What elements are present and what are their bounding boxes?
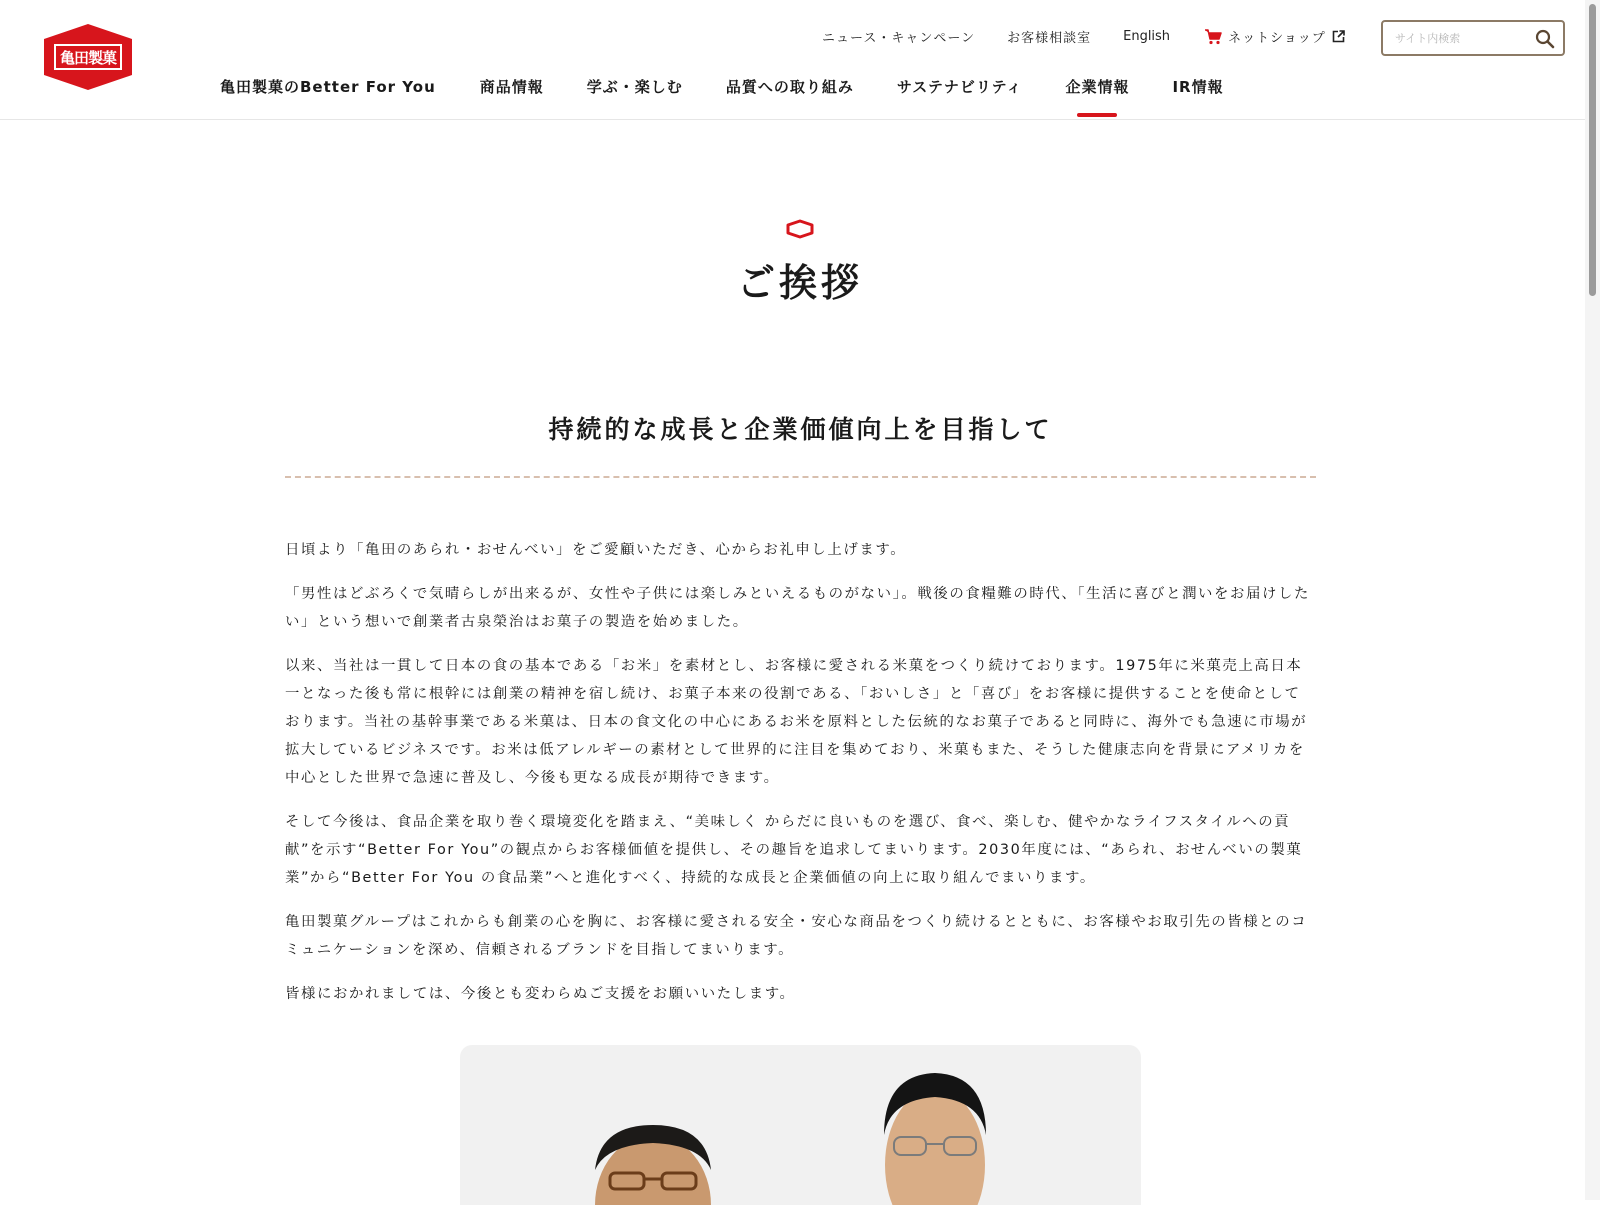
main-nav: [220, 76, 1224, 120]
cart-icon: [1204, 29, 1222, 45]
title-hexagon-icon: [786, 219, 814, 239]
net-shop-label: ネットショップ: [1228, 31, 1326, 46]
nav-item-products[interactable]: 商品情報: [479, 78, 544, 96]
paragraph: 以来、当社は一貫して日本の食の基本である「お米」を素材とし、お客様に愛される米菓をつくり続けております。1975年に米菓売上高日本一となった後も常に根幹には創業の精神を宿し続け、お菓子本来の役割である、「おいしさ」と「喜び」をお客様に提供することを使命としております。当社の基幹事業である米菓は、日本の食文化の中心にあるお米を原料とした伝統的なお菓子であると同時に、海外でも急速に市場が拡大しているビジネスです。お米は低アレルギーの素材として世界的に注目を集めており、米菓もまた、そうした健康志向を背景にアメリカを中心とした世界で急速に普及し、今後も更なる成長が期待できます。: [285, 658, 1308, 786]
page-scrollbar[interactable]: [1585, 0, 1600, 1200]
nav-item-ir[interactable]: IR情報: [1172, 78, 1224, 96]
page-title: ご挨拶: [736, 261, 863, 305]
scrollbar-thumb[interactable]: [1589, 4, 1596, 296]
external-link-icon: [1332, 30, 1345, 43]
paragraph: 亀田製菓グループはこれからも創業の心を胸に、お客様に愛される安全・安心な商品をつくり続けるとともに、お客様やお取引先の皆様とのコミュニケーションを深め、信頼されるブランドを目指してまいります。: [285, 914, 1308, 958]
util-link-support[interactable]: お客様相談室: [1007, 31, 1092, 46]
nav-item-quality[interactable]: 品質への取り組み: [725, 78, 854, 96]
paragraph: 「男性はどぶろくで気晴らしが出来るが、女性や子供には楽しみといえるものがない」。戦後の食糧難の時代、「生活に喜びと潤いをお届けしたい」という想いで創業者古泉榮治はお菓子の製造を始めました。: [285, 586, 1310, 630]
util-link-net-shop[interactable]: [1204, 27, 1345, 46]
portrait-person-left: [595, 1125, 711, 1205]
dashed-divider: [285, 476, 1316, 478]
executive-photo: [460, 1045, 1141, 1205]
paragraph: そして今後は、食品企業を取り巻く環境変化を踏まえ、“美味しく からだに良いものを選び、食べ、楽しむ、健やかなライフスタイルへの貢献”を示す“Better For You”の観点からお客様価値を提供し、その趣旨を追求してまいります。2030年度には、“あられ、おせんべいの製菓業”から“Better For You の食品業”へと進化すべく、持続的な成長と企業価値の向上に取り組んでまいります。: [285, 814, 1303, 886]
utility-nav: [822, 27, 1345, 46]
paragraph: 日頃より「亀田のあられ・おせんべい」をご愛顧いただき、心からお礼申し上げます。: [285, 542, 907, 558]
paragraph: 皆様におかれましては、今後とも変わらぬご支援をお願いいたします。: [285, 986, 796, 1002]
search-icon[interactable]: [1535, 29, 1555, 49]
site-logo[interactable]: [42, 23, 134, 91]
nav-item-learn-enjoy[interactable]: 学ぶ・楽しむ: [586, 78, 683, 96]
nav-item-corporate-info[interactable]: 企業情報: [1065, 76, 1129, 120]
greeting-content: [285, 410, 1316, 1024]
site-header: [0, 0, 1585, 120]
portrait-person-right: [884, 1073, 986, 1205]
nav-item-better-for-you[interactable]: 亀田製菓のBetter For You: [220, 78, 436, 96]
executives-portrait: [460, 1045, 1141, 1205]
search-input[interactable]: [1393, 28, 1533, 48]
site-search: [1381, 20, 1565, 56]
nav-item-sustainability[interactable]: サステナビリティ: [896, 78, 1023, 96]
logo-text: 亀田製菓: [59, 48, 116, 67]
util-link-english[interactable]: English: [1123, 29, 1171, 44]
section-heading: 持続的な成長と企業価値向上を目指して: [548, 415, 1053, 444]
util-link-news[interactable]: ニュース・キャンペーン: [822, 31, 976, 46]
